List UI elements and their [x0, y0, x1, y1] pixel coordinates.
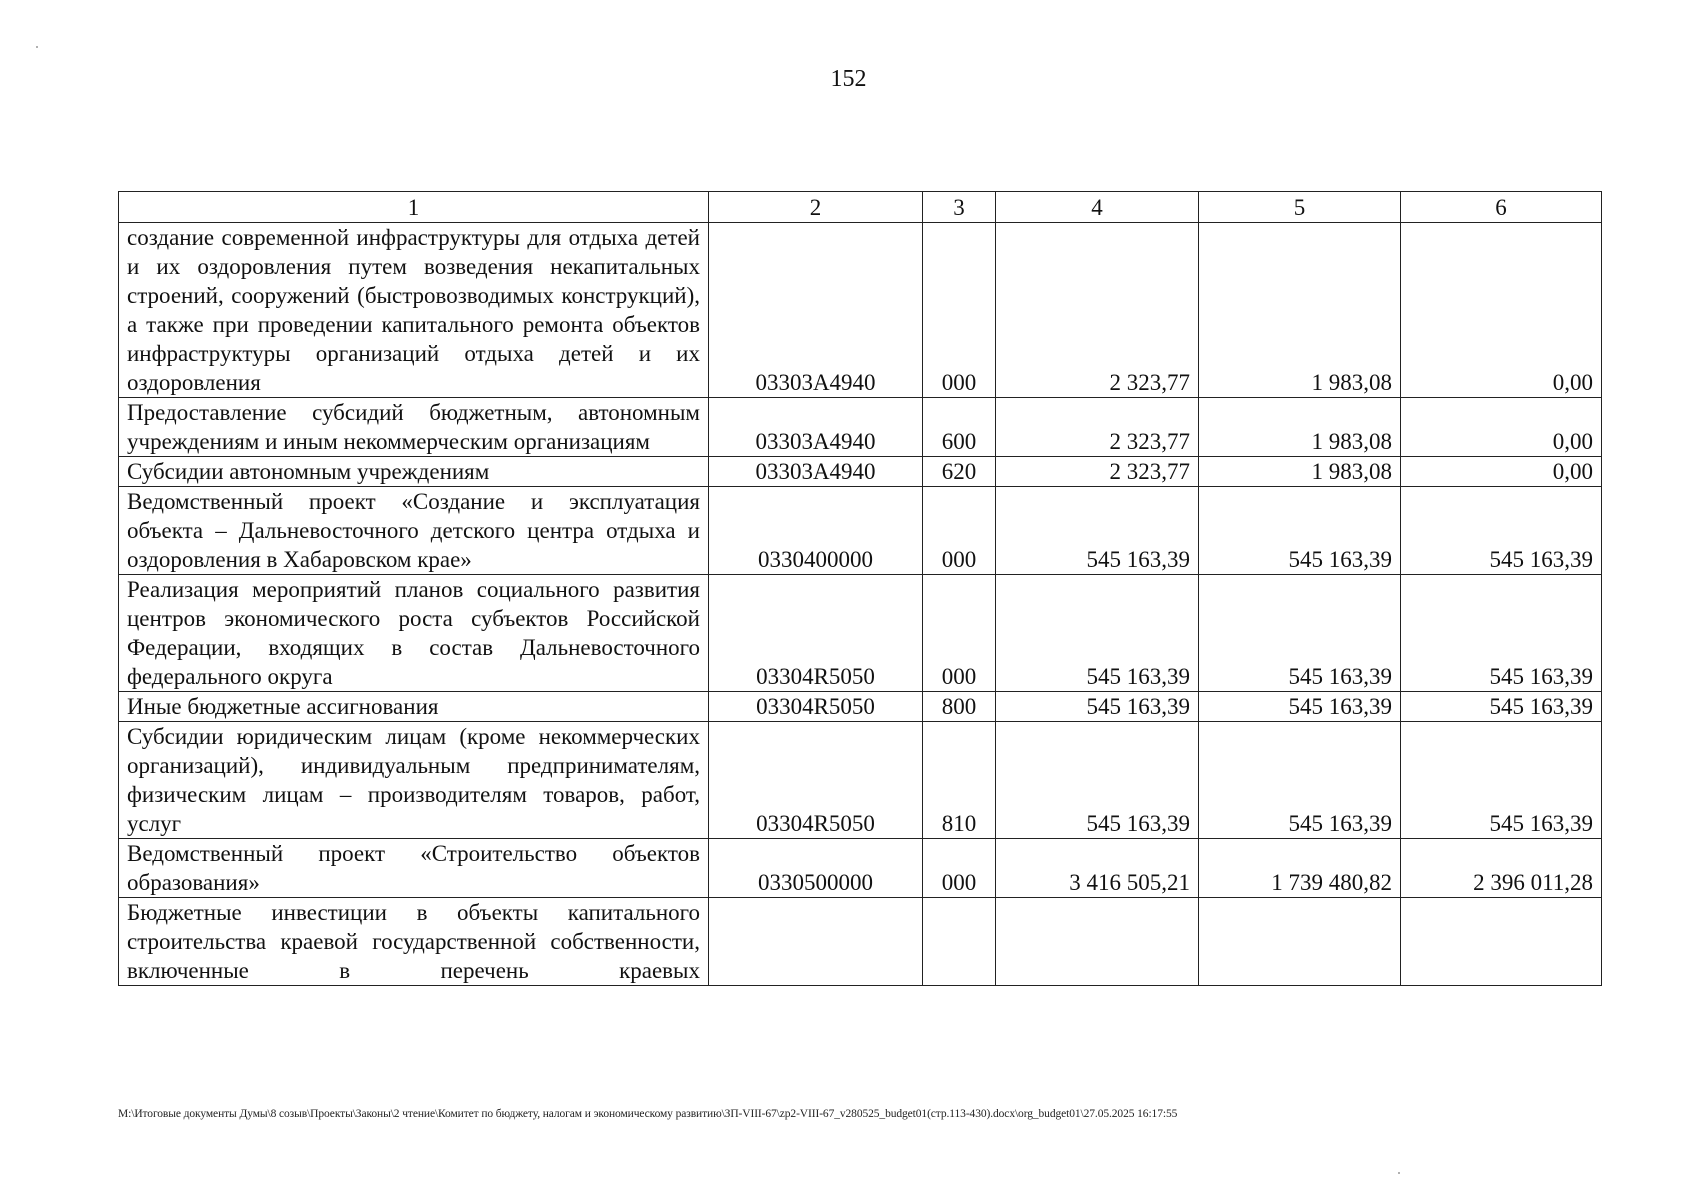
table-row	[119, 692, 1602, 722]
row-value-col5: 545 163,39	[1199, 692, 1401, 722]
table-row	[119, 839, 1602, 898]
row-value-col4: 2 323,77	[996, 457, 1199, 487]
table-row	[119, 398, 1602, 457]
row-target-code: 03303А4940	[709, 223, 923, 398]
file-path-footer: M:\Итоговые документы Думы\8 созыв\Проекты\Законы\2 чтение\Комитет по бюджету, налогам и экономическому развитию\ЗП-VIII-67\zp2-VIII-67_v280525_budget01(стр.113-430).docx\org_budget01\27.05.2025 16:17:55	[118, 1108, 1178, 1120]
row-value-col6: 545 163,39	[1401, 692, 1602, 722]
row-description: Субсидии юридическим лицам (кроме некоммерческих организаций), индивидуальным предпринимателям, физическим лицам – производителям товаров, работ, услуг	[119, 722, 709, 839]
row-target-code: 03304R5050	[709, 575, 923, 692]
row-target-code: 03303А4940	[709, 457, 923, 487]
table-row	[119, 722, 1602, 839]
row-value-col5: 1 983,08	[1199, 398, 1401, 457]
row-description: Ведомственный проект «Строительство объектов образования»	[119, 839, 709, 898]
row-value-col4: 3 416 505,21	[996, 839, 1199, 898]
row-target-code: 0330400000	[709, 487, 923, 575]
row-description: Реализация мероприятий планов социального развития центров экономического роста субъектов Российской Федерации, входящих в состав Дальневосточного федерального округа	[119, 575, 709, 692]
row-target-code: 03304R5050	[709, 722, 923, 839]
row-expense-kind: 000	[923, 223, 996, 398]
scan-speck	[36, 46, 38, 48]
row-expense-kind: 620	[923, 457, 996, 487]
column-header-5: 5	[1199, 192, 1401, 223]
row-expense-kind: 800	[923, 692, 996, 722]
row-expense-kind	[923, 898, 996, 986]
row-description: Бюджетные инвестиции в объекты капитального строительства краевой государственной собственности, включенные в перечень краевых	[119, 898, 709, 986]
row-description: создание современной инфраструктуры для отдыха детей и их оздоровления путем возведения некапитальных строений, сооружений (быстровозводимых конструкций), а также при проведении капитального ремонта объектов инфраструктуры организаций отдыха детей и их оздоровления	[119, 223, 709, 398]
row-description: Ведомственный проект «Создание и эксплуатация объекта – Дальневосточного детского центра отдыха и оздоровления в Хабаровском крае»	[119, 487, 709, 575]
row-value-col4: 545 163,39	[996, 487, 1199, 575]
row-value-col5: 545 163,39	[1199, 575, 1401, 692]
row-value-col6: 545 163,39	[1401, 722, 1602, 839]
column-header-6: 6	[1401, 192, 1602, 223]
row-expense-kind: 600	[923, 398, 996, 457]
column-header-3: 3	[923, 192, 996, 223]
row-value-col6	[1401, 898, 1602, 986]
row-value-col6: 0,00	[1401, 457, 1602, 487]
row-value-col4: 2 323,77	[996, 223, 1199, 398]
row-value-col4: 545 163,39	[996, 722, 1199, 839]
table-row	[119, 487, 1602, 575]
table-row	[119, 457, 1602, 487]
row-expense-kind: 810	[923, 722, 996, 839]
row-value-col6: 2 396 011,28	[1401, 839, 1602, 898]
row-target-code	[709, 898, 923, 986]
budget-table	[118, 191, 1602, 986]
row-target-code: 03304R5050	[709, 692, 923, 722]
row-description: Субсидии автономным учреждениям	[119, 457, 709, 487]
row-expense-kind: 000	[923, 487, 996, 575]
scan-speck	[1398, 1172, 1400, 1174]
row-value-col6: 545 163,39	[1401, 575, 1602, 692]
column-header-1: 1	[119, 192, 709, 223]
table-header-row	[119, 192, 1602, 223]
row-value-col6: 0,00	[1401, 223, 1602, 398]
row-description: Предоставление субсидий бюджетным, автономным учреждениям и иным некоммерческим организациям	[119, 398, 709, 457]
row-value-col6: 545 163,39	[1401, 487, 1602, 575]
row-target-code: 03303А4940	[709, 398, 923, 457]
row-value-col5: 1 983,08	[1199, 457, 1401, 487]
row-value-col5: 545 163,39	[1199, 722, 1401, 839]
row-value-col5: 1 983,08	[1199, 223, 1401, 398]
row-value-col4	[996, 898, 1199, 986]
table-row	[119, 223, 1602, 398]
table-row	[119, 575, 1602, 692]
row-value-col4: 2 323,77	[996, 398, 1199, 457]
column-header-4: 4	[996, 192, 1199, 223]
table-row	[119, 898, 1602, 986]
column-header-2: 2	[709, 192, 923, 223]
row-expense-kind: 000	[923, 575, 996, 692]
row-value-col4: 545 163,39	[996, 575, 1199, 692]
row-description: Иные бюджетные ассигнования	[119, 692, 709, 722]
row-value-col5: 545 163,39	[1199, 487, 1401, 575]
row-value-col4: 545 163,39	[996, 692, 1199, 722]
page-number: 152	[830, 66, 867, 92]
row-value-col5	[1199, 898, 1401, 986]
row-value-col5: 1 739 480,82	[1199, 839, 1401, 898]
row-target-code: 0330500000	[709, 839, 923, 898]
row-expense-kind: 000	[923, 839, 996, 898]
row-value-col6: 0,00	[1401, 398, 1602, 457]
